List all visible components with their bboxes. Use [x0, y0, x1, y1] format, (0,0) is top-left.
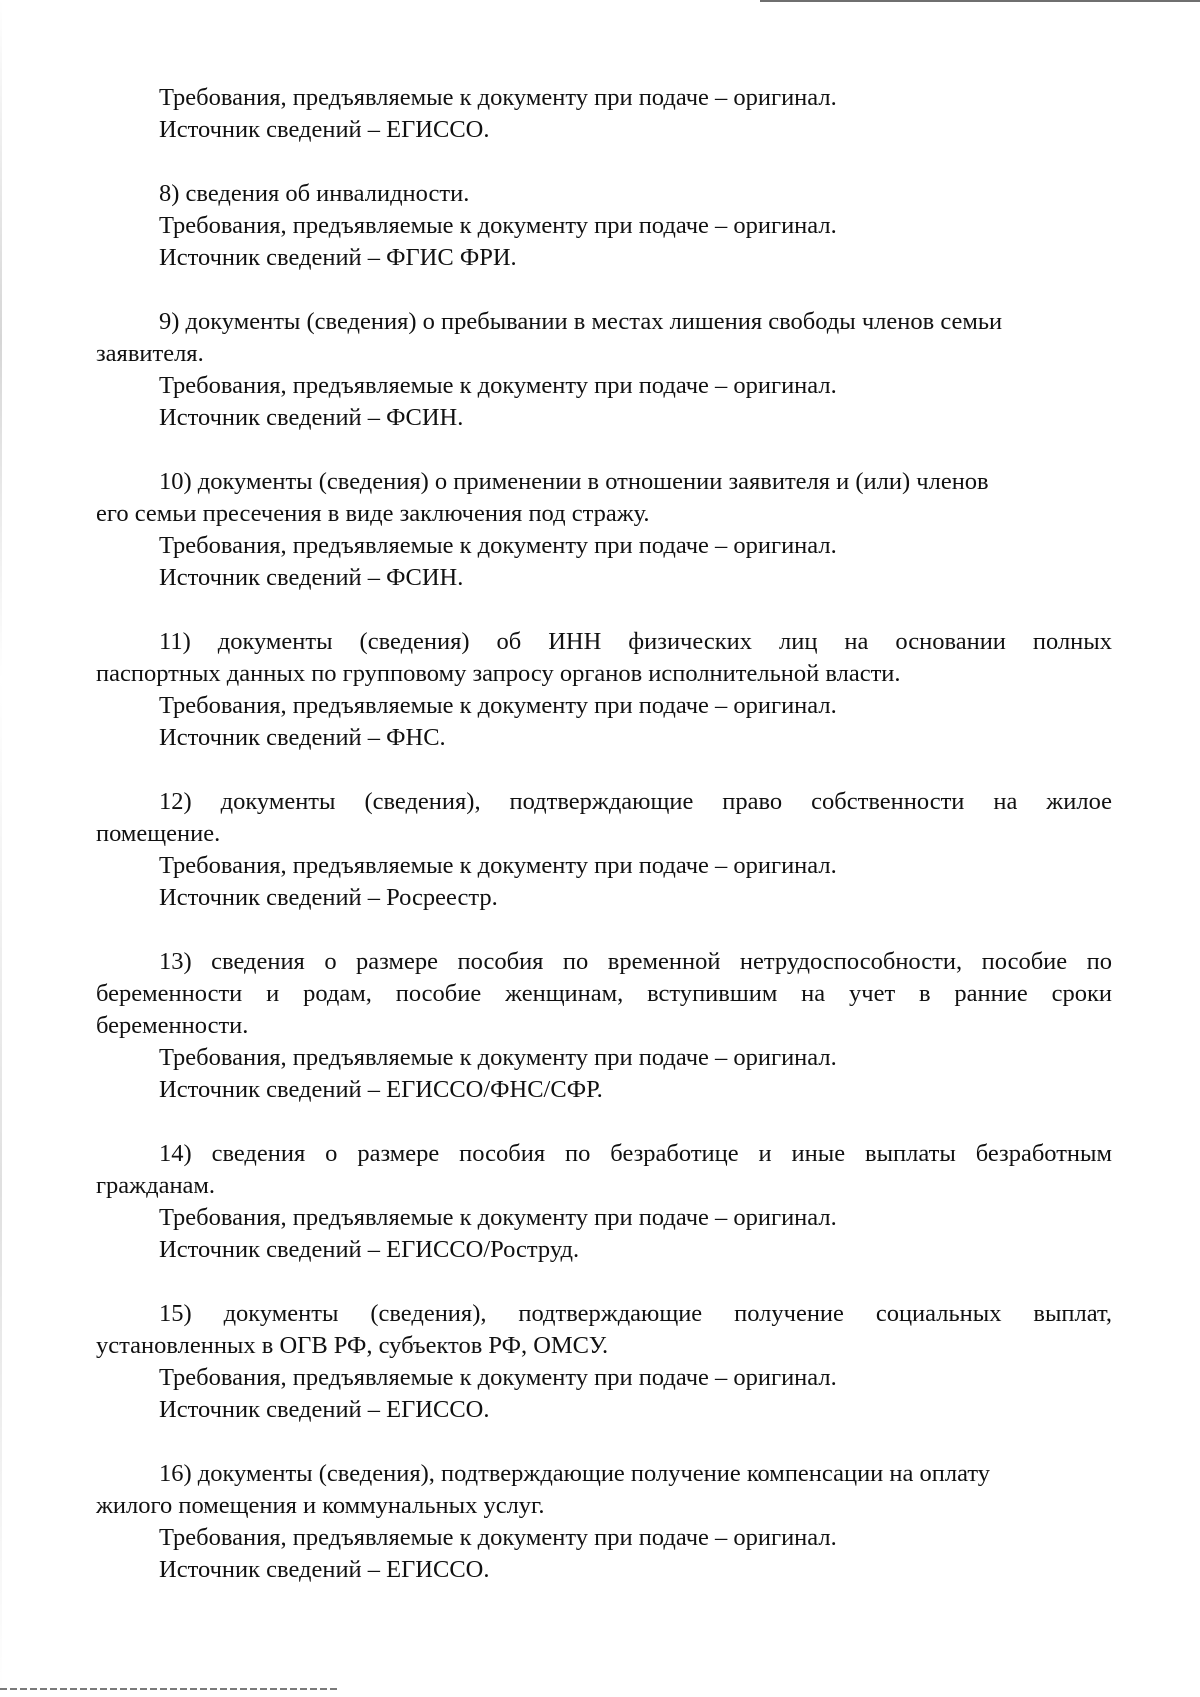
item-source: Источник сведений – ФСИН.: [159, 564, 464, 591]
item-source: Источник сведений – ЕГИССО.: [159, 116, 490, 143]
item-requirement: Требования, предъявляемые к документу при подаче – оригинал.: [159, 1364, 837, 1391]
item-heading: 11) документы (сведения) об ИНН физических лиц на основании полных: [159, 628, 1112, 655]
list-item: [96, 626, 1112, 754]
item-source: Источник сведений – ЕГИССО.: [159, 1556, 490, 1583]
item-heading: 15) документы (сведения), подтверждающие получение социальных выплат,: [159, 1300, 1112, 1327]
item-heading: 8) сведения об инвалидности.: [159, 180, 470, 207]
item-heading-continuation: беременности и родам, пособие женщинам, вступившим на учет в ранние сроки: [96, 980, 1112, 1007]
item-source: Источник сведений – ФГИС ФРИ.: [159, 244, 517, 271]
item-heading: 12) документы (сведения), подтверждающие право собственности на жилое: [159, 788, 1112, 815]
scan-edge-left: [0, 0, 2, 1697]
item-requirement: Требования, предъявляемые к документу при подаче – оригинал.: [159, 372, 837, 399]
item-heading-continuation: заявителя.: [96, 340, 204, 367]
list-item: [96, 1298, 1112, 1426]
item-requirement: Требования, предъявляемые к документу при подаче – оригинал.: [159, 1204, 837, 1231]
item-heading-continuation: паспортных данных по групповому запросу органов исполнительной власти.: [96, 660, 901, 687]
item-heading-continuation: его семьи пресечения в виде заключения под стражу.: [96, 500, 650, 527]
item-source: Источник сведений – ЕГИССО.: [159, 1396, 490, 1423]
item-requirement: Требования, предъявляемые к документу при подаче – оригинал.: [159, 1044, 837, 1071]
item-source: Источник сведений – ЕГИССО/ФНС/СФР.: [159, 1076, 603, 1103]
list-item: [96, 306, 1112, 434]
item-source: Источник сведений – Росреестр.: [159, 884, 498, 911]
list-item: [96, 1458, 1112, 1586]
item-requirement: Требования, предъявляемые к документу при подаче – оригинал.: [159, 532, 837, 559]
item-heading-continuation: жилого помещения и коммунальных услуг.: [96, 1492, 545, 1519]
scan-edge-bottom: [0, 1688, 340, 1690]
item-source: Источник сведений – ФСИН.: [159, 404, 464, 431]
scan-edge-top: [760, 0, 1200, 2]
list-item: [96, 1138, 1112, 1266]
item-heading: 9) документы (сведения) о пребывании в местах лишения свободы членов семьи: [159, 308, 1003, 335]
item-heading-continuation: установленных в ОГВ РФ, субъектов РФ, ОМСУ.: [96, 1332, 609, 1359]
list-item: [96, 946, 1112, 1106]
item-heading-continuation: беременности.: [96, 1012, 249, 1039]
list-item: [96, 178, 1112, 274]
item-requirement: Требования, предъявляемые к документу при подаче – оригинал.: [159, 212, 837, 239]
item-heading-continuation: гражданам.: [96, 1172, 216, 1199]
list-item: [96, 466, 1112, 594]
item-heading: 16) документы (сведения), подтверждающие получение компенсации на оплату: [159, 1460, 990, 1487]
item-heading: 13) сведения о размере пособия по временной нетрудоспособности, пособие по: [159, 948, 1112, 975]
item-heading-continuation: помещение.: [96, 820, 221, 847]
item-heading: 14) сведения о размере пособия по безработице и иные выплаты безработным: [159, 1140, 1112, 1167]
item-source: Источник сведений – ФНС.: [159, 724, 446, 751]
item-requirement: Требования, предъявляемые к документу при подаче – оригинал.: [159, 852, 837, 879]
list-item: [96, 786, 1112, 914]
item-heading: 10) документы (сведения) о применении в отношении заявителя и (или) членов: [159, 468, 989, 495]
item-requirement: Требования, предъявляемые к документу при подаче – оригинал.: [159, 692, 837, 719]
item-requirement: Требования, предъявляемые к документу при подаче – оригинал.: [159, 84, 837, 111]
document-body: [96, 82, 1112, 1586]
item-requirement: Требования, предъявляемые к документу при подаче – оригинал.: [159, 1524, 837, 1551]
item-source: Источник сведений – ЕГИССО/Роструд.: [159, 1236, 580, 1263]
